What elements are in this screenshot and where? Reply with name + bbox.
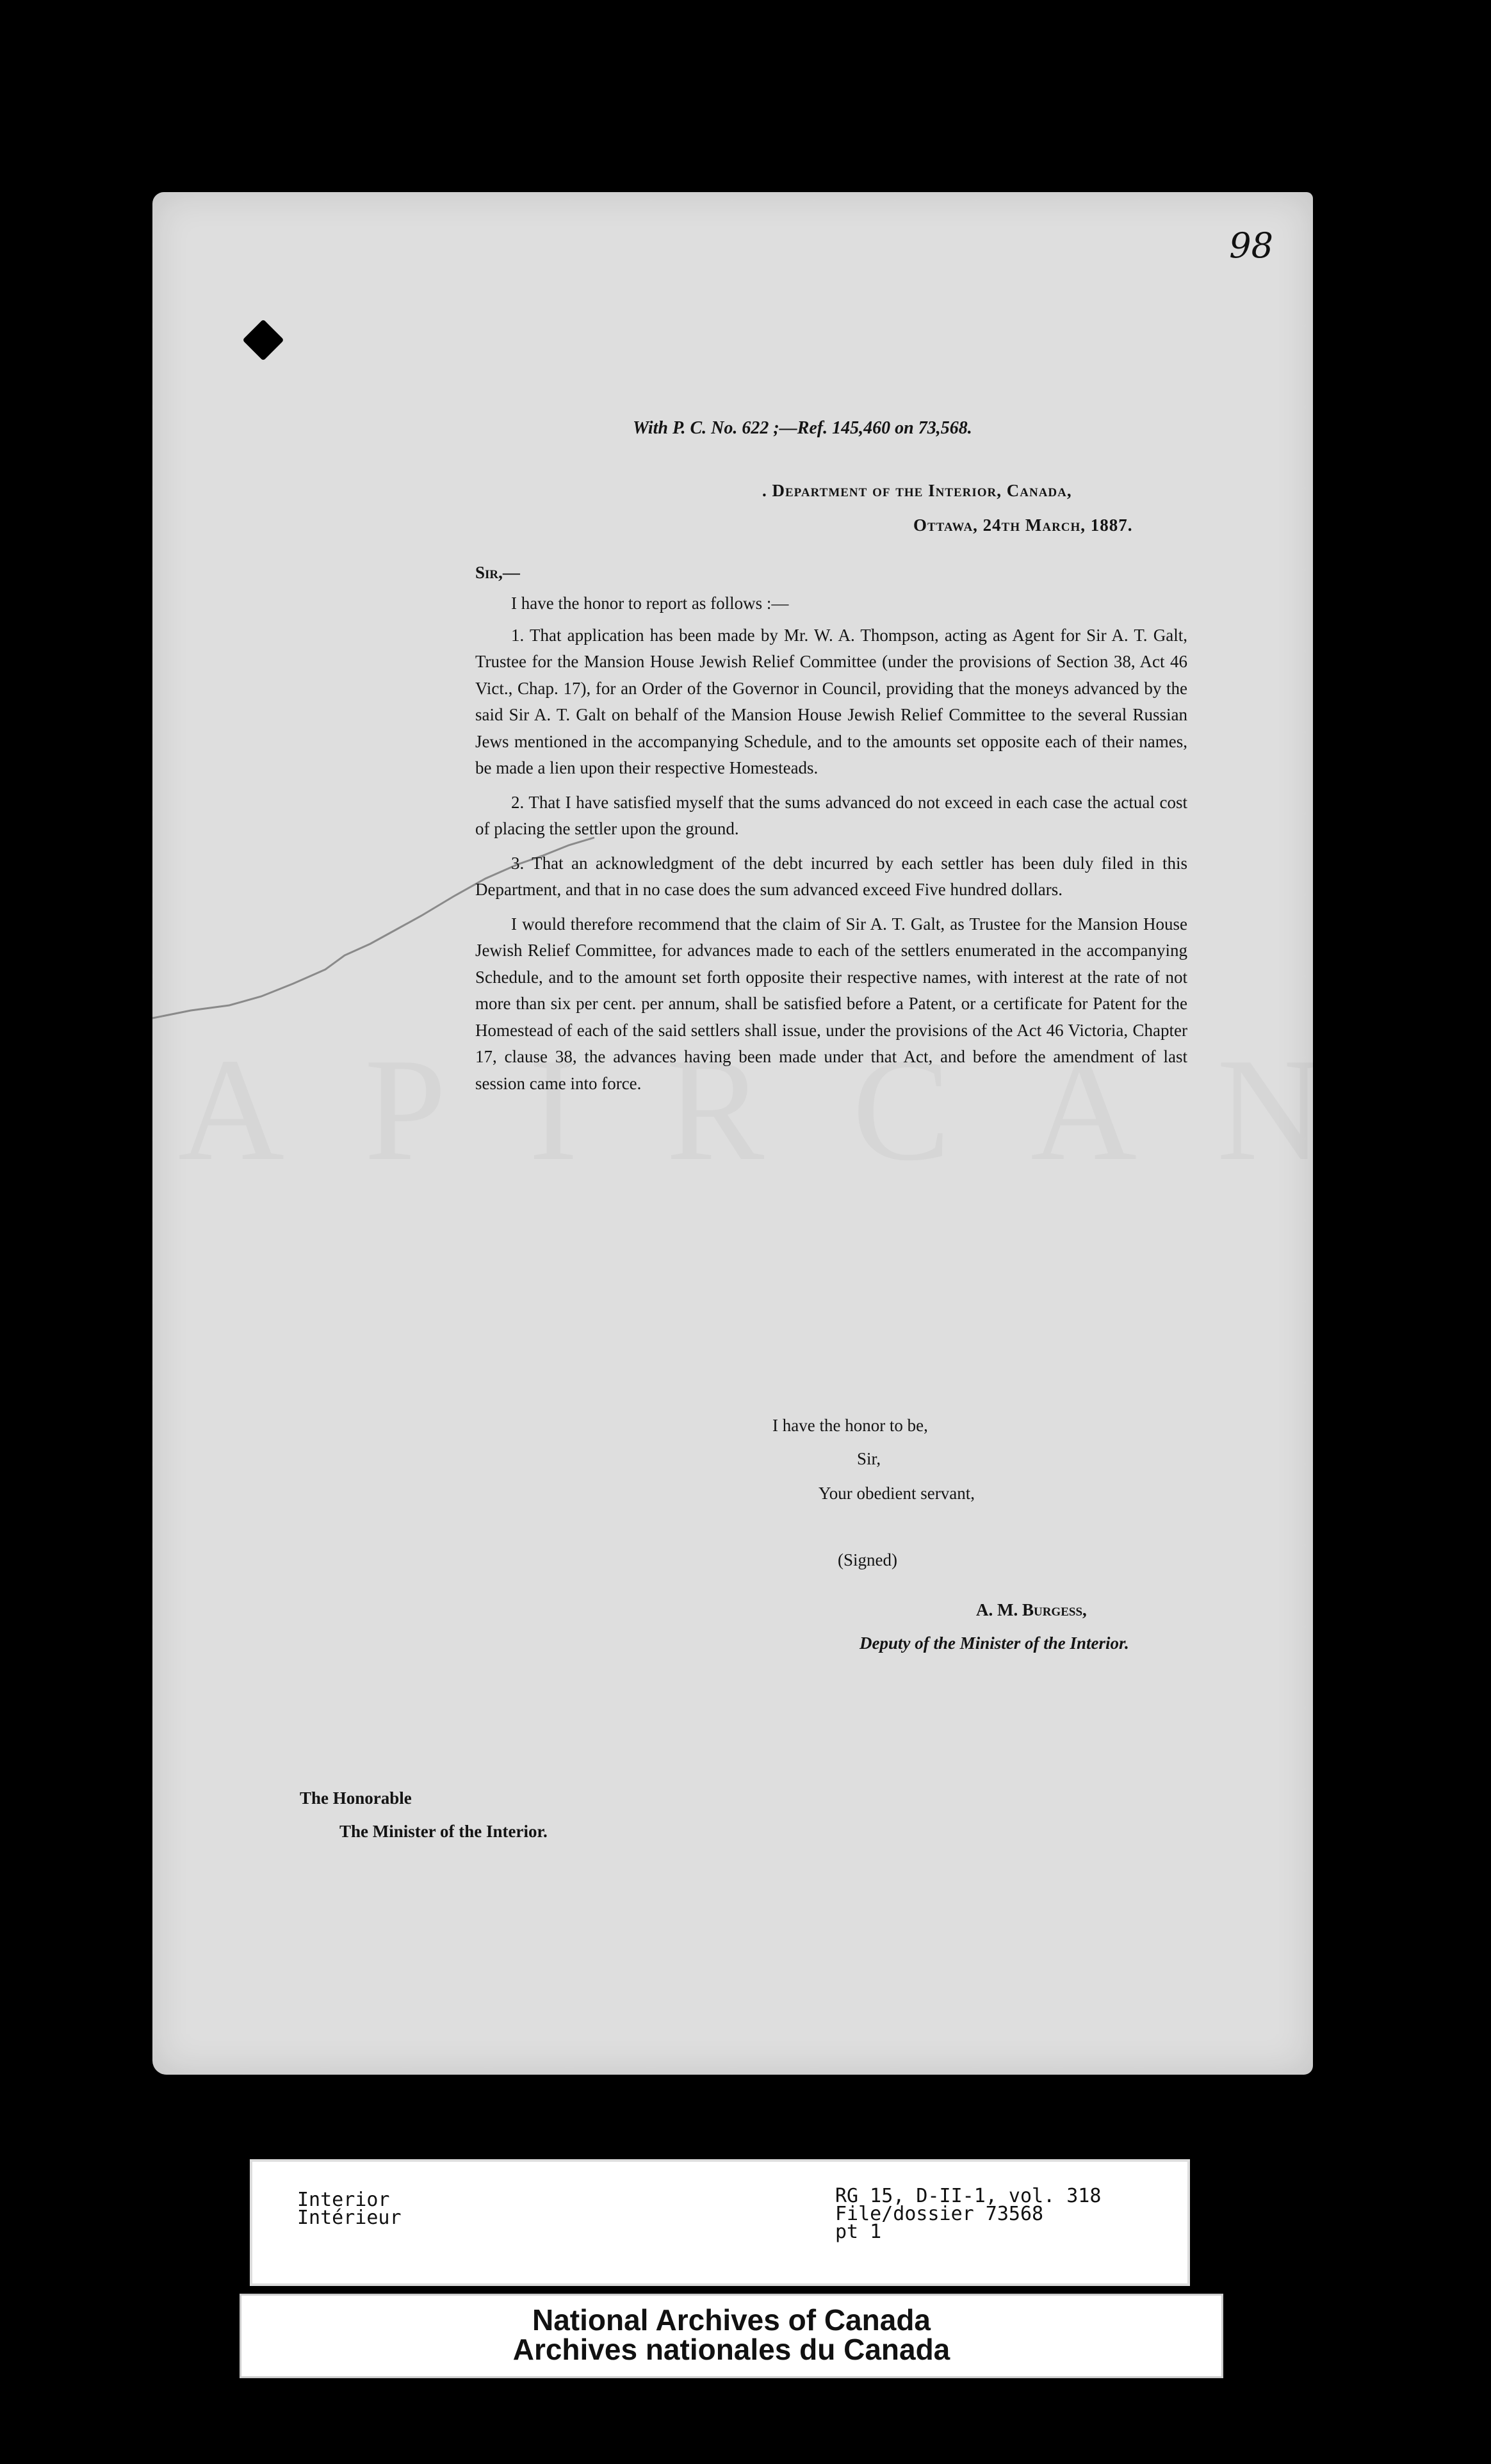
paragraph-2: 2. That I have satisfied myself that the sums advanced do not exceed in each case the actual cost of placing the settler upon the ground.	[475, 792, 1187, 838]
paragraph-recommendation: I would therefore recommend that the claim of Sir A. T. Galt, as Trustee for the Mansion House Jewish Relief Committee, for advances made to each of the settlers enumerated in the accompanying Schedule, and to the amount set forth opposite their respective names, with interest at the rate of not more than six per cent. per annum, shall be satisfied before a Patent, or a certificate for Patent for the Homestead of each of the said settlers shall issue, under the provisions of the Act 46 Victoria, Chapter 17, clause 38, the advances having been made under that Act, and before the amendment of last session came into force.	[475, 914, 1187, 1093]
document-page	[152, 192, 1313, 2075]
paragraph-intro: I have the honor to report as follows :—	[511, 594, 789, 613]
addressee-line-2: The Minister of the Interior.	[339, 1822, 548, 1841]
punch-hole	[242, 319, 284, 361]
letter-body	[475, 590, 1187, 1105]
signer-name: A. M. Burgess,	[976, 1600, 1087, 1619]
label-file-number: File/dossier 73568	[835, 2203, 1044, 2225]
archives-banner	[240, 2294, 1223, 2378]
addressee-line-1: The Honorable	[300, 1788, 412, 1808]
archives-banner-fr: Archives nationales du Canada	[512, 2333, 950, 2366]
label-department-en: Interior	[297, 2189, 390, 2211]
label-part: pt 1	[835, 2221, 882, 2243]
label-department-fr: Intérieur	[297, 2207, 402, 2229]
salutation: Sir,—	[475, 563, 520, 582]
closing-sir: Sir,	[857, 1449, 881, 1468]
paragraph-1: 1. That application has been made by Mr. W. A. Thompson, acting as Agent for Sir A. T. Galt, Trustee for the Mansion House Jewish Relief Committee (under the provisions of Section 38, Act 46 Vict., Chap. 17), for an Order of the Governor in Council, providing that the moneys advanced by the said Sir A. T. Galt on behalf of the Mansion House Jewish Relief Committee to the several Russian Jews mentioned in the accompanying Schedule, and to the amounts set opposite each of their names, be made a lien upon their respective Homesteads.	[475, 625, 1187, 777]
reference-line: With P. C. No. 622 ;—Ref. 145,460 on 73,568.	[633, 418, 972, 438]
label-record-group: RG 15, D-II-1, vol. 318	[835, 2185, 1102, 2207]
signer-title: Deputy of the Minister of the Interior.	[860, 1633, 1129, 1653]
closing-line: I have the honor to be,	[772, 1416, 928, 1435]
paragraph-3: 3. That an acknowledgment of the debt incurred by each settler has been duly filed in this Department, and that in no case does the sum advanced exceed Five hundred dollars.	[475, 853, 1187, 899]
page-number: 98	[1229, 225, 1273, 266]
archives-banner-en: National Archives of Canada	[532, 2303, 931, 2337]
archive-reference-label	[250, 2159, 1190, 2286]
department-heading: . Department of the Interior, Canada,	[762, 481, 1072, 500]
label-department	[297, 2191, 402, 2227]
closing-servant: Your obedient servant,	[819, 1484, 975, 1503]
place-date: Ottawa, 24th March, 1887.	[913, 515, 1133, 535]
label-file-reference	[835, 2187, 1101, 2241]
signed-note: (Signed)	[838, 1550, 897, 1569]
